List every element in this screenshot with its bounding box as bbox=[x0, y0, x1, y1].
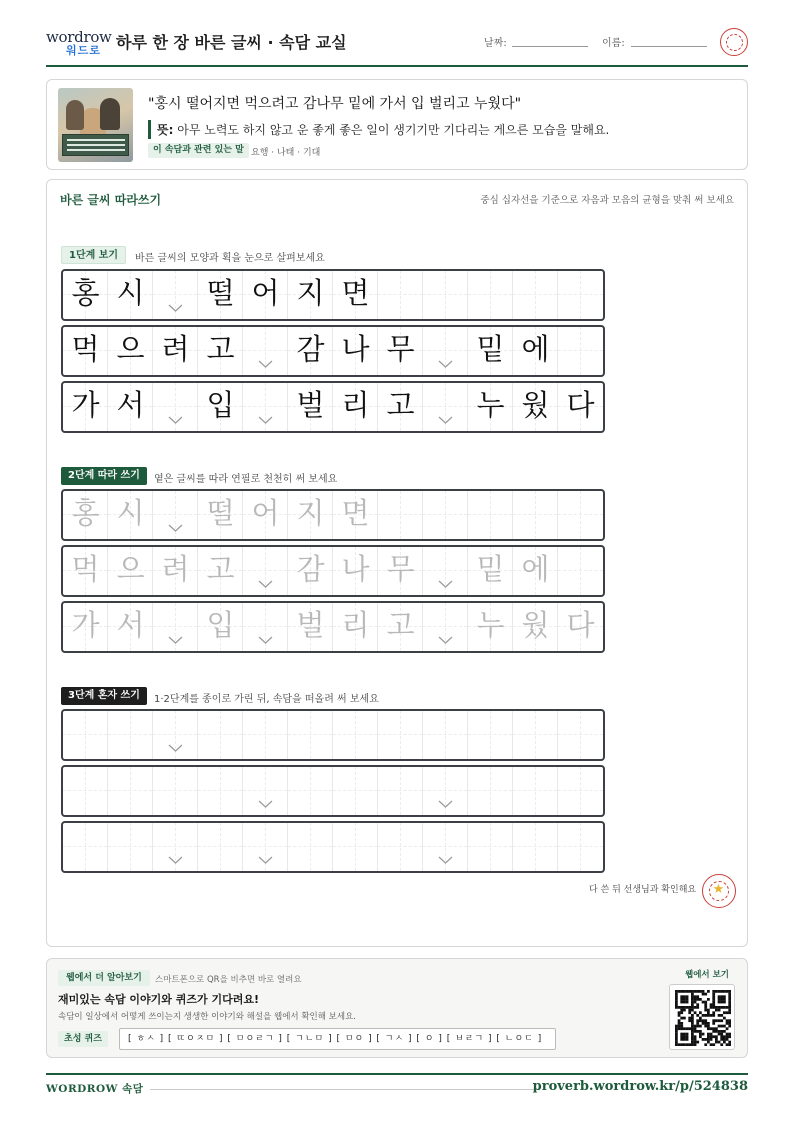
trace-character: 웠 bbox=[521, 608, 550, 642]
proverb-meaning bbox=[157, 121, 609, 138]
space-mark-icon bbox=[168, 304, 183, 312]
grid-cell[interactable] bbox=[558, 547, 603, 595]
trace-character: 홍 bbox=[71, 496, 100, 530]
grid-cell[interactable] bbox=[378, 603, 423, 651]
meaning-accent-bar bbox=[148, 120, 151, 139]
space-mark-icon bbox=[438, 360, 453, 368]
model-character: 무 bbox=[386, 332, 415, 366]
model-character: 감 bbox=[296, 332, 325, 366]
grid-cell[interactable] bbox=[288, 603, 333, 651]
grid-cell[interactable] bbox=[513, 547, 558, 595]
qr-hint: 스마트폰으로 QR을 비추면 바로 열려요 bbox=[155, 975, 302, 985]
grid-cell[interactable] bbox=[243, 603, 288, 651]
model-character: 면 bbox=[341, 276, 370, 310]
trace-character: 고 bbox=[386, 608, 415, 642]
writing-row-step2[interactable] bbox=[61, 601, 605, 653]
trace-character: 먹 bbox=[71, 552, 100, 586]
grid-cell[interactable] bbox=[288, 491, 333, 539]
qr-code-icon[interactable] bbox=[669, 984, 735, 1050]
grid-cell[interactable] bbox=[468, 603, 513, 651]
trace-character: 면 bbox=[341, 496, 370, 530]
grid-cell[interactable] bbox=[513, 603, 558, 651]
model-character: 웠 bbox=[521, 388, 550, 422]
grid-cell bbox=[513, 383, 558, 431]
grid-cell bbox=[558, 383, 603, 431]
trace-character: 에 bbox=[521, 552, 550, 586]
logo-wordmark: wordrow bbox=[46, 28, 112, 46]
trace-character: 려 bbox=[161, 552, 190, 586]
writing-row-step3[interactable] bbox=[61, 709, 605, 761]
model-character: 시 bbox=[116, 276, 145, 310]
trace-character: 어 bbox=[251, 496, 280, 530]
model-character: 누 bbox=[476, 388, 505, 422]
page-header bbox=[46, 26, 748, 66]
grid-cell[interactable] bbox=[558, 603, 603, 651]
grid-cell[interactable] bbox=[63, 767, 108, 815]
grid-cell[interactable] bbox=[153, 491, 198, 539]
grid-cell[interactable] bbox=[423, 767, 468, 815]
grid-cell[interactable] bbox=[558, 711, 603, 759]
model-character: 나 bbox=[341, 332, 370, 366]
footer-divider bbox=[46, 1073, 748, 1075]
model-character: 가 bbox=[71, 388, 100, 422]
grid-cell[interactable] bbox=[378, 547, 423, 595]
name-field[interactable] bbox=[631, 46, 707, 47]
space-mark-icon bbox=[438, 800, 453, 808]
grid-cell[interactable] bbox=[198, 547, 243, 595]
grid-cell[interactable] bbox=[468, 547, 513, 595]
teacher-check-note: 다 쓴 뒤 선생님과 확인해요 bbox=[589, 885, 697, 895]
grid-cell[interactable] bbox=[243, 547, 288, 595]
model-character: 밑 bbox=[476, 332, 505, 366]
model-character: 려 bbox=[161, 332, 190, 366]
grid-cell[interactable] bbox=[378, 767, 423, 815]
step2-desc: 옅은 글씨를 따라 연필로 천천히 써 보세요 bbox=[154, 474, 338, 485]
space-mark-icon bbox=[438, 416, 453, 424]
related-words-badge: 이 속담과 관련 있는 말 bbox=[148, 143, 249, 158]
trace-character: 나 bbox=[341, 552, 370, 586]
grid-cell[interactable] bbox=[513, 823, 558, 871]
model-character: 입 bbox=[206, 388, 235, 422]
grid-cell bbox=[243, 327, 288, 375]
model-character: 리 bbox=[341, 388, 370, 422]
grid-cell[interactable] bbox=[378, 491, 423, 539]
web-description: 속담이 일상에서 어떻게 쓰이는지 생생한 이야기와 해설을 웹에서 확인해 보세요. bbox=[58, 1012, 356, 1022]
grid-cell[interactable] bbox=[378, 711, 423, 759]
model-character: 먹 bbox=[71, 332, 100, 366]
step3-badge: 3단계 혼자 쓰기 bbox=[61, 687, 147, 705]
model-character: 홍 bbox=[71, 276, 100, 310]
grid-cell bbox=[198, 383, 243, 431]
practice-section bbox=[46, 179, 748, 947]
web-headline: 재미있는 속담 이야기와 퀴즈가 기다려요! bbox=[58, 993, 259, 1006]
trace-character: 무 bbox=[386, 552, 415, 586]
grid-cell bbox=[198, 327, 243, 375]
grid-cell[interactable] bbox=[288, 711, 333, 759]
wordrow-logo[interactable] bbox=[46, 28, 112, 58]
space-mark-icon bbox=[258, 636, 273, 644]
step3-desc: 1·2단계를 종이로 가린 뒤, 속담을 떠올려 써 보세요 bbox=[154, 694, 379, 705]
trace-character: 리 bbox=[341, 608, 370, 642]
trace-character: 지 bbox=[296, 496, 325, 530]
footer-brand: WORDROW 속담 bbox=[46, 1083, 144, 1095]
space-mark-icon bbox=[168, 744, 183, 752]
model-character: 다 bbox=[566, 388, 595, 422]
space-mark-icon bbox=[438, 636, 453, 644]
space-mark-icon bbox=[258, 360, 273, 368]
trace-character: 다 bbox=[566, 608, 595, 642]
trace-character: 입 bbox=[206, 608, 235, 642]
space-mark-icon bbox=[168, 636, 183, 644]
grid-cell[interactable] bbox=[243, 823, 288, 871]
model-character: 서 bbox=[116, 388, 145, 422]
grid-cell[interactable] bbox=[288, 547, 333, 595]
grid-cell bbox=[333, 383, 378, 431]
grid-cell bbox=[423, 383, 468, 431]
grid-cell bbox=[378, 271, 423, 319]
grid-cell bbox=[468, 271, 513, 319]
grid-cell[interactable] bbox=[468, 767, 513, 815]
grid-cell bbox=[288, 327, 333, 375]
grid-cell[interactable] bbox=[333, 547, 378, 595]
space-mark-icon bbox=[168, 856, 183, 864]
grid-cell[interactable] bbox=[333, 711, 378, 759]
related-words: 요행 · 나태 · 기대 bbox=[251, 148, 321, 158]
grid-cell[interactable] bbox=[108, 823, 153, 871]
grid-cell[interactable] bbox=[198, 767, 243, 815]
grid-cell[interactable] bbox=[468, 491, 513, 539]
grid-cell bbox=[288, 271, 333, 319]
grid-cell[interactable] bbox=[333, 823, 378, 871]
writing-row-step3[interactable] bbox=[61, 821, 605, 873]
model-character: 어 bbox=[251, 276, 280, 310]
grid-cell[interactable] bbox=[288, 767, 333, 815]
proverb-quote: "홍시 떨어지면 먹으려고 감나무 밑에 가서 입 벌리고 누웠다" bbox=[148, 96, 522, 112]
grid-cell bbox=[423, 271, 468, 319]
grid-cell bbox=[243, 271, 288, 319]
grid-cell[interactable] bbox=[108, 767, 153, 815]
date-label: 날짜: bbox=[484, 38, 507, 49]
trace-character: 가 bbox=[71, 608, 100, 642]
grid-cell bbox=[153, 383, 198, 431]
grid-cell bbox=[468, 383, 513, 431]
space-mark-icon bbox=[168, 524, 183, 532]
meaning-label: 뜻: bbox=[157, 123, 174, 137]
writing-row-step1 bbox=[61, 269, 605, 321]
grid-cell[interactable] bbox=[198, 603, 243, 651]
practice-title: 바른 글씨 따라쓰기 bbox=[60, 193, 162, 207]
trace-character: 으 bbox=[116, 552, 145, 586]
grid-cell bbox=[63, 271, 108, 319]
chosung-quiz: [ ㅎㅅ ] [ ㄸㅇㅈㅁ ] [ ㅁㅇㄹㄱ ] [ ㄱㄴㅁ ] [ ㅁㅇ ] [ ㄱㅅ ] [ ㅇ ] [ ㅂㄹㄱ ] [ ㄴㅇㄷ ] bbox=[119, 1028, 556, 1050]
trace-character: 떨 bbox=[206, 496, 235, 530]
grid-cell[interactable] bbox=[333, 603, 378, 651]
writing-row-step2[interactable] bbox=[61, 489, 605, 541]
grid-cell[interactable] bbox=[468, 711, 513, 759]
grid-cell[interactable] bbox=[108, 547, 153, 595]
grid-cell[interactable] bbox=[378, 823, 423, 871]
grid-cell bbox=[558, 327, 603, 375]
grid-cell[interactable] bbox=[198, 711, 243, 759]
grid-cell bbox=[468, 327, 513, 375]
grid-cell[interactable] bbox=[288, 823, 333, 871]
web-more-badge: 웹에서 더 알아보기 bbox=[58, 970, 150, 986]
space-mark-icon bbox=[258, 856, 273, 864]
grid-cell[interactable] bbox=[243, 491, 288, 539]
name-label: 이름: bbox=[602, 38, 625, 49]
grid-cell bbox=[288, 383, 333, 431]
grid-cell bbox=[108, 271, 153, 319]
grid-cell[interactable] bbox=[63, 491, 108, 539]
grid-cell[interactable] bbox=[63, 823, 108, 871]
writing-row-step3[interactable] bbox=[61, 765, 605, 817]
page-title: 하루 한 장 바른 글씨 · 속담 교실 bbox=[116, 33, 347, 52]
grid-cell[interactable] bbox=[513, 711, 558, 759]
grid-cell bbox=[378, 383, 423, 431]
grid-cell bbox=[378, 327, 423, 375]
grid-cell bbox=[558, 271, 603, 319]
writing-row-step2[interactable] bbox=[61, 545, 605, 597]
grid-cell[interactable] bbox=[333, 767, 378, 815]
grid-cell[interactable] bbox=[63, 711, 108, 759]
teacher-seal-icon: ★ bbox=[702, 874, 736, 908]
model-character: 지 bbox=[296, 276, 325, 310]
writing-row-step1 bbox=[61, 381, 605, 433]
model-character: 떨 bbox=[206, 276, 235, 310]
trace-character: 고 bbox=[206, 552, 235, 586]
trace-character: 벌 bbox=[296, 608, 325, 642]
grid-cell[interactable] bbox=[558, 823, 603, 871]
trace-character: 서 bbox=[116, 608, 145, 642]
header-divider bbox=[46, 65, 748, 67]
grid-cell[interactable] bbox=[513, 767, 558, 815]
step2-badge: 2단계 따라 쓰기 bbox=[61, 467, 147, 485]
logo-korean: 워드로 bbox=[66, 44, 101, 57]
grid-cell bbox=[333, 271, 378, 319]
grid-cell[interactable] bbox=[108, 603, 153, 651]
space-mark-icon bbox=[258, 416, 273, 424]
model-character: 으 bbox=[116, 332, 145, 366]
grid-cell bbox=[153, 271, 198, 319]
grid-cell bbox=[333, 327, 378, 375]
grid-cell[interactable] bbox=[153, 603, 198, 651]
grid-cell[interactable] bbox=[513, 491, 558, 539]
grid-cell bbox=[63, 383, 108, 431]
date-field[interactable] bbox=[512, 46, 588, 47]
grid-cell bbox=[153, 327, 198, 375]
trace-character: 누 bbox=[476, 608, 505, 642]
qr-label: 웹에서 보기 bbox=[684, 970, 729, 980]
trace-character: 감 bbox=[296, 552, 325, 586]
grid-cell[interactable] bbox=[423, 823, 468, 871]
grid-cell bbox=[513, 271, 558, 319]
grid-cell[interactable] bbox=[198, 491, 243, 539]
footer-url-link[interactable]: proverb.wordrow.kr/p/524838 bbox=[532, 1079, 748, 1094]
step1-desc: 바른 글씨의 모양과 획을 눈으로 살펴보세요 bbox=[135, 253, 325, 264]
model-character: 고 bbox=[206, 332, 235, 366]
grid-cell bbox=[513, 327, 558, 375]
seal-icon bbox=[720, 28, 748, 56]
grid-cell[interactable] bbox=[63, 547, 108, 595]
space-mark-icon bbox=[438, 856, 453, 864]
space-mark-icon bbox=[258, 580, 273, 588]
grid-cell bbox=[198, 271, 243, 319]
web-promo-box bbox=[46, 958, 748, 1058]
grid-cell[interactable] bbox=[558, 767, 603, 815]
grid-cell bbox=[108, 327, 153, 375]
step1-badge: 1단계 보기 bbox=[61, 246, 126, 264]
quiz-label: 초성 퀴즈 bbox=[58, 1031, 108, 1047]
writing-row-step1 bbox=[61, 325, 605, 377]
practice-guide: 중심 십자선을 기준으로 자음과 모음의 균형을 맞춰 써 보세요 bbox=[480, 195, 734, 206]
space-mark-icon bbox=[438, 580, 453, 588]
grid-cell[interactable] bbox=[243, 711, 288, 759]
grid-cell[interactable] bbox=[153, 547, 198, 595]
grid-cell[interactable] bbox=[153, 823, 198, 871]
grid-cell bbox=[63, 327, 108, 375]
grid-cell[interactable] bbox=[423, 603, 468, 651]
trace-character: 시 bbox=[116, 496, 145, 530]
grid-cell[interactable] bbox=[243, 767, 288, 815]
grid-cell[interactable] bbox=[423, 547, 468, 595]
footer-line bbox=[150, 1089, 538, 1090]
space-mark-icon bbox=[258, 800, 273, 808]
model-character: 에 bbox=[521, 332, 550, 366]
grid-cell[interactable] bbox=[333, 491, 378, 539]
trace-character: 밑 bbox=[476, 552, 505, 586]
proverb-illustration bbox=[58, 88, 133, 162]
proverb-card bbox=[46, 79, 748, 170]
grid-cell[interactable] bbox=[423, 711, 468, 759]
grid-cell[interactable] bbox=[108, 491, 153, 539]
space-mark-icon bbox=[168, 416, 183, 424]
grid-cell[interactable] bbox=[423, 491, 468, 539]
meaning-text: 아무 노력도 하지 않고 운 좋게 좋은 일이 생기기만 기다리는 게으른 모습을 말해요. bbox=[177, 123, 610, 137]
grid-cell[interactable] bbox=[63, 603, 108, 651]
grid-cell bbox=[108, 383, 153, 431]
grid-cell[interactable] bbox=[558, 491, 603, 539]
model-character: 고 bbox=[386, 388, 415, 422]
grid-cell[interactable] bbox=[153, 711, 198, 759]
grid-cell[interactable] bbox=[153, 767, 198, 815]
grid-cell[interactable] bbox=[198, 823, 243, 871]
grid-cell bbox=[243, 383, 288, 431]
model-character: 벌 bbox=[296, 388, 325, 422]
grid-cell bbox=[423, 327, 468, 375]
grid-cell[interactable] bbox=[468, 823, 513, 871]
grid-cell[interactable] bbox=[108, 711, 153, 759]
